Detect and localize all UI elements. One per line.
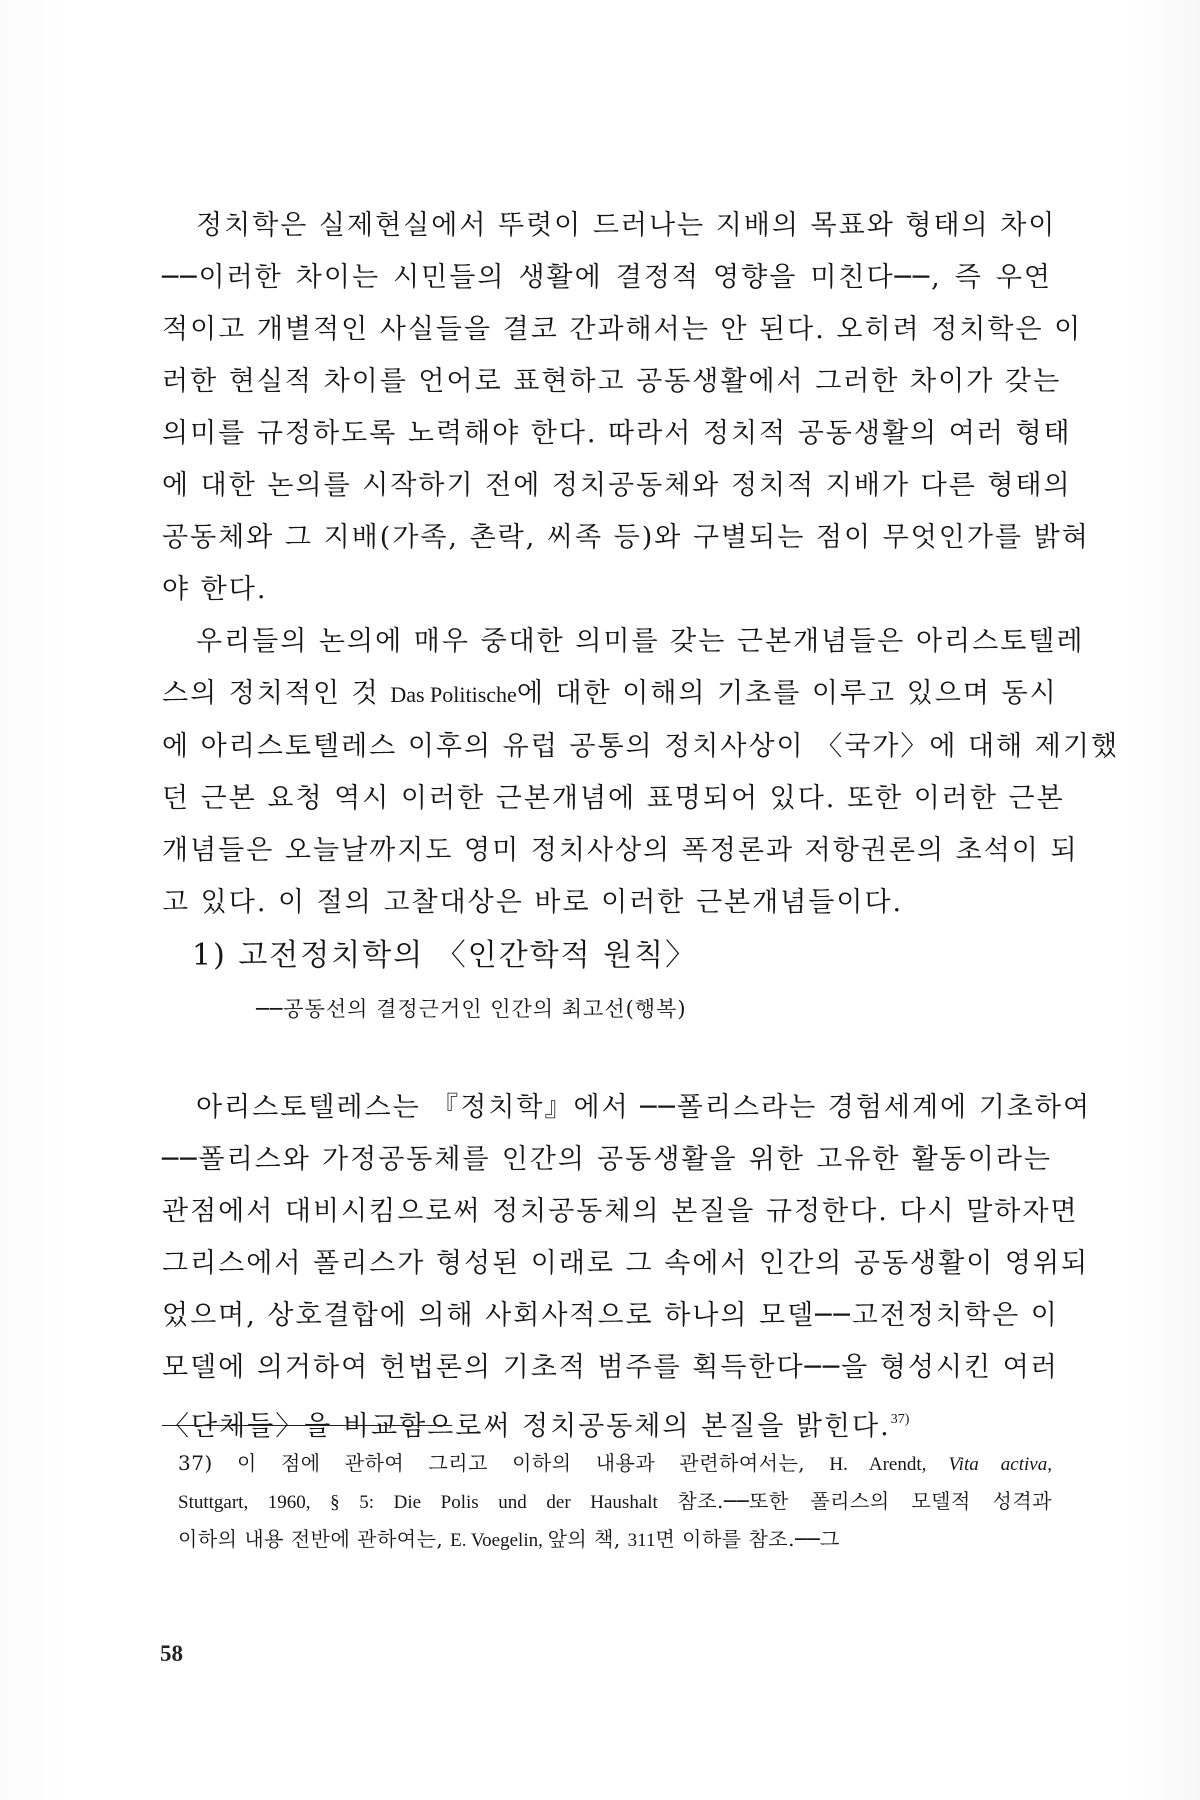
- citation-author: H. Arendt,: [829, 1454, 949, 1475]
- paragraph-line: 개념들은 오늘날까지도 영미 정치사상의 폭정론과 저항권론의 초석이 되: [162, 835, 1079, 866]
- paragraph-line: 야 한다.: [162, 574, 268, 605]
- paragraph-line: 던 근본 요청 역시 이러한 근본개념에 표명되어 있다. 또한 이러한 근본: [162, 783, 1065, 814]
- citation-title: Vita activa,: [948, 1454, 1052, 1475]
- paragraph-1: [162, 200, 1090, 616]
- footnote-divider: [162, 1425, 452, 1426]
- page-number: 58: [160, 1641, 183, 1666]
- text-run: 앞의 책,: [547, 1527, 628, 1551]
- paragraph-3: [162, 1082, 1092, 1453]
- paragraph-line: [162, 668, 1058, 721]
- paragraph-line: 러한 현실적 차이를 언어로 표현하고 공동생활에서 그러한 차이가 갖는: [162, 366, 1062, 397]
- page-reference: 311: [627, 1530, 656, 1551]
- footnote-37: [178, 1445, 1052, 1559]
- german-term: Das Politische: [390, 682, 517, 707]
- text-run: 37) 이 점에 관하여 그리고 이하의 내용과 관련하여서는,: [178, 1451, 830, 1475]
- paragraph-2: [162, 616, 1120, 929]
- paragraph-line: 의미를 규정하도록 노력해야 한다. 따라서 정치적 공동생활의 여러 형태: [162, 418, 1072, 449]
- paragraph-line: 우리들의 논의에 매우 중대한 의미를 갖는 근본개념들은 아리스토텔레: [196, 626, 1085, 657]
- footnote-line: [178, 1445, 1052, 1483]
- text-run: 참조.──또한 폴리스의 모델적 성격과: [677, 1489, 1052, 1513]
- text-run: 스의 정치적인 것: [162, 678, 391, 709]
- paragraph-line: 그리스에서 폴리스가 형성된 이래로 그 속에서 인간의 공동생활이 영위되: [162, 1248, 1090, 1279]
- paragraph-line: 고 있다. 이 절의 고찰대상은 바로 이러한 근본개념들이다.: [162, 887, 904, 918]
- paragraph-line: ──폴리스와 가정공동체를 인간의 공동생활을 위한 고유한 활동이라는: [162, 1144, 1052, 1175]
- citation-author: E. Voegelin,: [450, 1530, 548, 1551]
- paragraph-line: 아리스토텔레스는 『정치학』에서 ──폴리스라는 경험세계에 기초하여: [196, 1092, 1092, 1123]
- text-run: 〈단체들〉을 비교함으로써 정치공동체의 본질을 밝힌다.: [162, 1411, 891, 1442]
- text-run: 이하의 내용 전반에 관하여는,: [178, 1527, 451, 1551]
- footnote-line: [178, 1483, 1052, 1521]
- footnote-reference[interactable]: 37): [890, 1412, 910, 1427]
- section-heading: 1) 고전정치학의 〈인간학적 원칙〉: [192, 938, 698, 973]
- paragraph-line: 었으며, 상호결합에 의해 사회사적으로 하나의 모델──고전정치학은 이: [162, 1300, 1059, 1331]
- footnote-line: [178, 1521, 1052, 1559]
- section-subheading: ──공동선의 결정근거인 인간의 최고선(행복): [256, 997, 687, 1021]
- paragraph-line: 적이고 개별적인 사실들을 결코 간과해서는 안 된다. 오히려 정치학은 이: [162, 314, 1083, 345]
- text-run: 에 대한 이해의 기초를 이루고 있으며 동시: [516, 678, 1058, 709]
- paragraph-line: 에 아리스토텔레스 이후의 유럽 공통의 정치사상이 〈국가〉에 대해 제기했: [162, 731, 1120, 762]
- paragraph-line: 공동체와 그 지배(가족, 촌락, 씨족 등)와 구별되는 점이 무엇인가를 밝혀: [162, 522, 1090, 553]
- text-run: 면 이하를 참조.──그: [655, 1527, 840, 1551]
- paragraph-line: ──이러한 차이는 시민들의 생활에 결정적 영향을 미친다──, 즉 우연: [162, 262, 1052, 293]
- paragraph-line: 관점에서 대비시킴으로써 정치공동체의 본질을 규정한다. 다시 말하자면: [162, 1196, 1079, 1227]
- paragraph-line: 모델에 의거하여 헌법론의 기초적 범주를 획득한다──을 형성시킨 여러: [162, 1352, 1059, 1383]
- paragraph-line: 정치학은 실제현실에서 뚜렷이 드러나는 지배의 목표와 형태의 차이: [196, 210, 1057, 241]
- paragraph-line: 에 대한 논의를 시작하기 전에 정치공동체와 정치적 지배가 다른 형태의: [162, 470, 1072, 501]
- citation-detail: Stuttgart, 1960, § 5: Die Polis und der Haushalt: [178, 1492, 678, 1513]
